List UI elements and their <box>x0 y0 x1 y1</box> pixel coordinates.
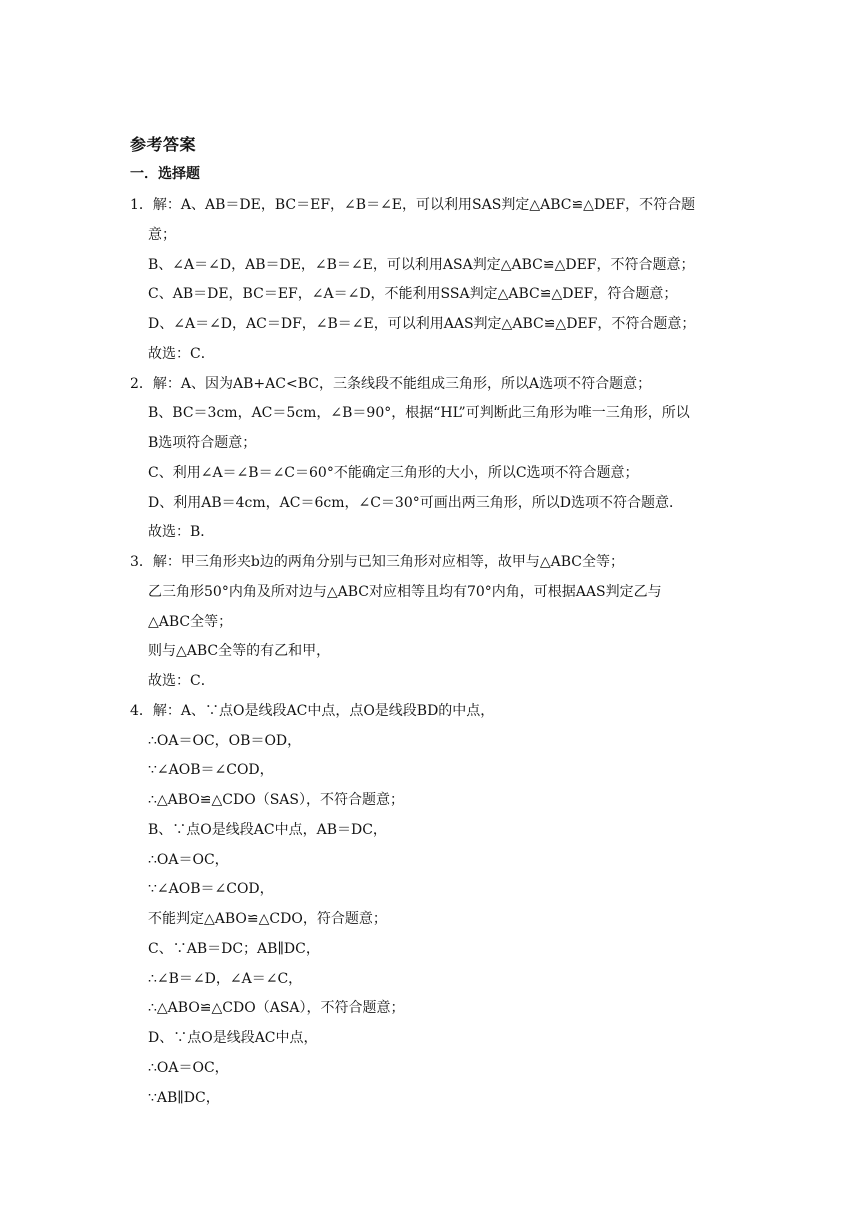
answer-line: ∴OA＝OC， <box>148 851 229 868</box>
answer-line: D、∠A＝∠D，AC＝DF，∠B＝∠E，可以利用AAS判定△ABC≌△DEF，不符合题意； <box>148 316 696 332</box>
answer-line: 2．解：A、因为AB+AC<BC，三条线段不能组成三角形，所以A选项不符合题意； <box>130 375 652 392</box>
answer-line: ∴∠B＝∠D，∠A＝∠C， <box>148 970 303 987</box>
answer-line: C、利用∠A＝∠B＝∠C＝60°不能确定三角形的大小，所以C选项不符合题意； <box>148 464 639 481</box>
answer-line: ∴△ABO≌△CDO（SAS），不符合题意； <box>148 792 405 808</box>
answer-line: ∴OA＝OC，OB＝OD， <box>148 732 302 749</box>
answer-line: 不能判定△ABO≌△CDO，符合题意； <box>148 911 387 927</box>
answer-line: 1．解：A、AB＝DE，BC＝EF，∠B＝∠E，可以利用SAS判定△ABC≌△DEF，不符合题 <box>130 197 696 213</box>
page-title: 参考答案 <box>130 135 197 154</box>
answer-line: ∴△ABO≌△CDO（ASA），不符合题意； <box>148 1000 405 1017</box>
answer-line: ∴OA＝OC， <box>148 1059 229 1076</box>
answer-line: 故选：C． <box>148 345 215 362</box>
answer-line: B、∵点O是线段AC中点，AB＝DC， <box>148 821 387 838</box>
answer-line: 意； <box>148 226 176 243</box>
answer-line: B、BC＝3cm，AC＝5cm，∠B＝90°，根据“HL”可判断此三角形为唯一三角形，所以 <box>148 405 690 422</box>
answer-line: B、∠A＝∠D，AB＝DE，∠B＝∠E，可以利用ASA判定△ABC≌△DEF，不符合题意； <box>148 256 695 273</box>
answer-line: 3．解：甲三角形夹b边的两角分别与已知三角形对应相等，故甲与△ABC全等； <box>130 554 625 570</box>
answer-line: D、∵点O是线段AC中点， <box>148 1030 318 1046</box>
answer-line: B选项符合题意； <box>148 435 257 451</box>
answer-line: ∵AB∥DC， <box>148 1089 220 1106</box>
answer-line: 则与△ABC全等的有乙和甲， <box>148 643 331 660</box>
answer-line: C、AB＝DE，BC＝EF，∠A＝∠D，不能利用SSA判定△ABC≌△DEF，符合题意； <box>148 286 678 303</box>
answer-line: D、利用AB＝4cm，AC＝6cm，∠C＝30°可画出两三角形，所以D选项不符合题意． <box>148 494 683 511</box>
answer-line: ∵∠AOB＝∠COD， <box>148 762 274 779</box>
answer-line: 4．解：A、∵点O是线段AC中点，点O是线段BD的中点， <box>130 702 495 719</box>
answer-line: C、∵AB＝DC；AB∥DC， <box>148 940 320 957</box>
answer-line: △ABC全等； <box>148 613 233 630</box>
answer-line: ∵∠AOB＝∠COD， <box>148 881 274 898</box>
answer-line: 故选：C． <box>148 673 215 689</box>
section-heading: 一．选择题 <box>130 166 200 182</box>
answer-line: 乙三角形50°内角及所对边与△ABC对应相等且均有70°内角，可根据AAS判定乙与 <box>148 583 662 600</box>
answer-line: 故选：B． <box>148 524 215 541</box>
